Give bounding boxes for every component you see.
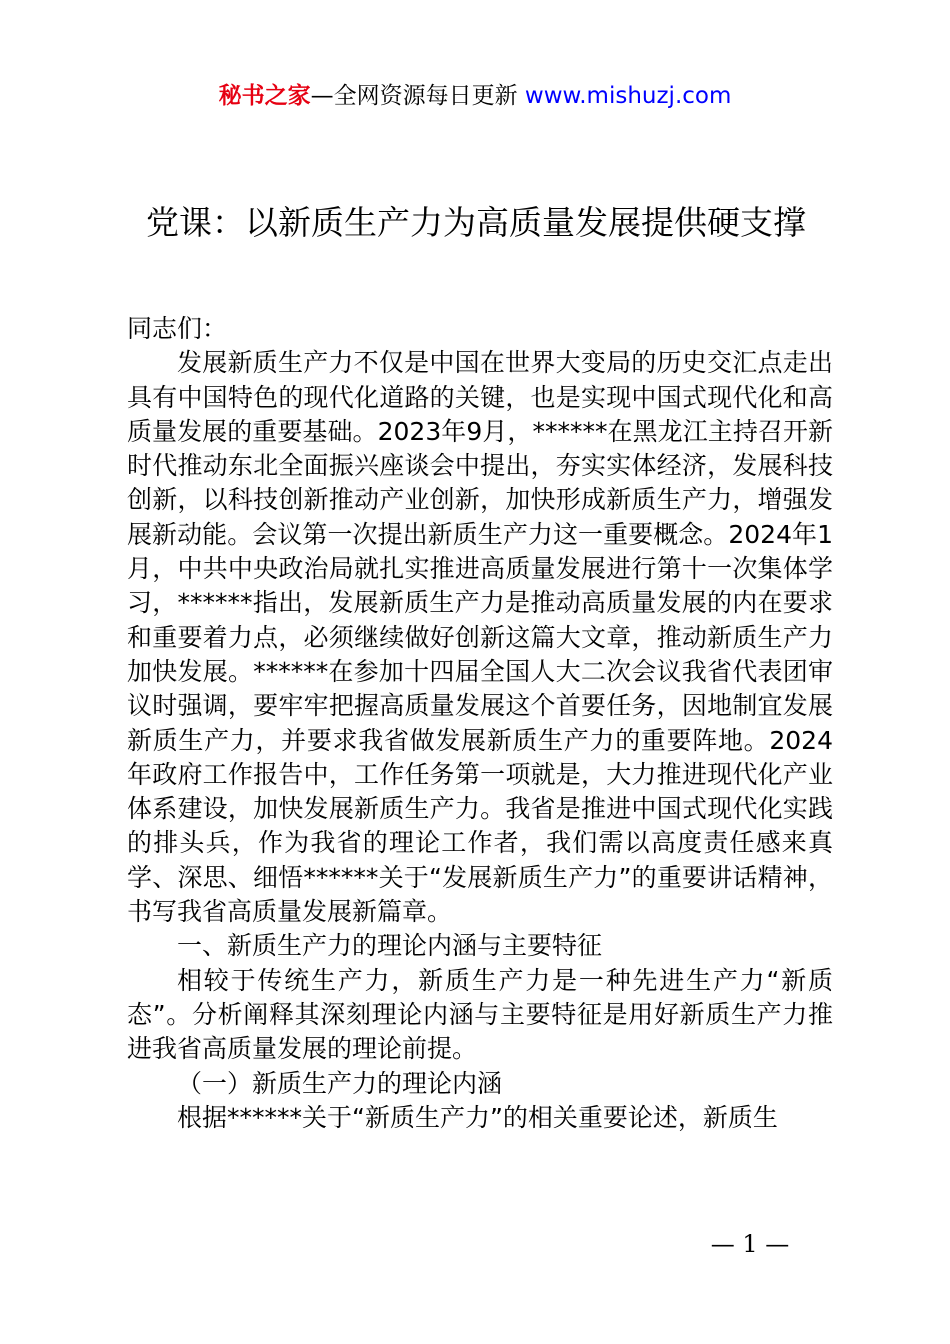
header-tagline: 全网资源每日更新 <box>333 83 525 109</box>
section-heading-1: 一、新质生产力的理论内涵与主要特征 <box>177 931 603 961</box>
paragraph-section-1: 相较于传统生产力，新质生产力是一种先进生产力“新质态”。分析阐释其深刻理论内涵与主要特征是用好新质生产力推进我省高质量发展的理论前提。 <box>127 965 833 1064</box>
paragraph-intro: 发展新质生产力不仅是中国在世界大变局的历史交汇点走出具有中国特色的现代化道路的关键，也是实现中国式现代化和高质量发展的重要基础。2023年9月，******在黑龙江主持召开新时代推动东北全面振兴座谈会中提出，夯实实体经济，发展科技创新，以科技创新推动产业创新，加快形成新质生产力，增强发展新动能。会议第一次提出新质生产力这一重要概念。2024年1月，中共中央政治局就扎实推进高质量发展进行第十一次集体学习，******指出，发展新质生产力是推动高质量发展的内在要求和重要着力点，必须继续做好创新这篇大文章，推动新质生产力加快发展。******在参加十四届全国人大二次会议我省代表团审议时强调，要牢牢把握高质量发展这个首要任务，因地制宜发展新质生产力，并要求我省做发展新质生产力的重要阵地。2024年政府工作报告中，工作任务第一项就是，大力推进现代化产业体系建设，加快发展新质生产力。我省是推进中国式现代化实践的排头兵，作为我省的理论工作者，我们需以高度责任感来真学、深思、细悟******关于“发展新质生产力”的重要讲话精神，书写我省高质量发展新篇章。 <box>127 348 833 927</box>
paragraph-subsection-1: 根据******关于“新质生产力”的相关重要论述，新质生 <box>177 1102 778 1132</box>
site-brand: 秘书之家 <box>218 83 311 109</box>
site-url-link[interactable]: www.mishuzj.com <box>524 83 732 109</box>
header-separator: — <box>310 83 334 109</box>
subsection-heading-1: （一）新质生产力的理论内涵 <box>177 1068 503 1098</box>
document-title: 党课：以新质生产力为高质量发展提供硬支撑 <box>146 203 806 242</box>
page-number: — 1 — <box>710 1230 790 1258</box>
document-body <box>127 312 833 1135</box>
site-header <box>0 80 950 112</box>
salutation: 同志们： <box>127 314 228 343</box>
